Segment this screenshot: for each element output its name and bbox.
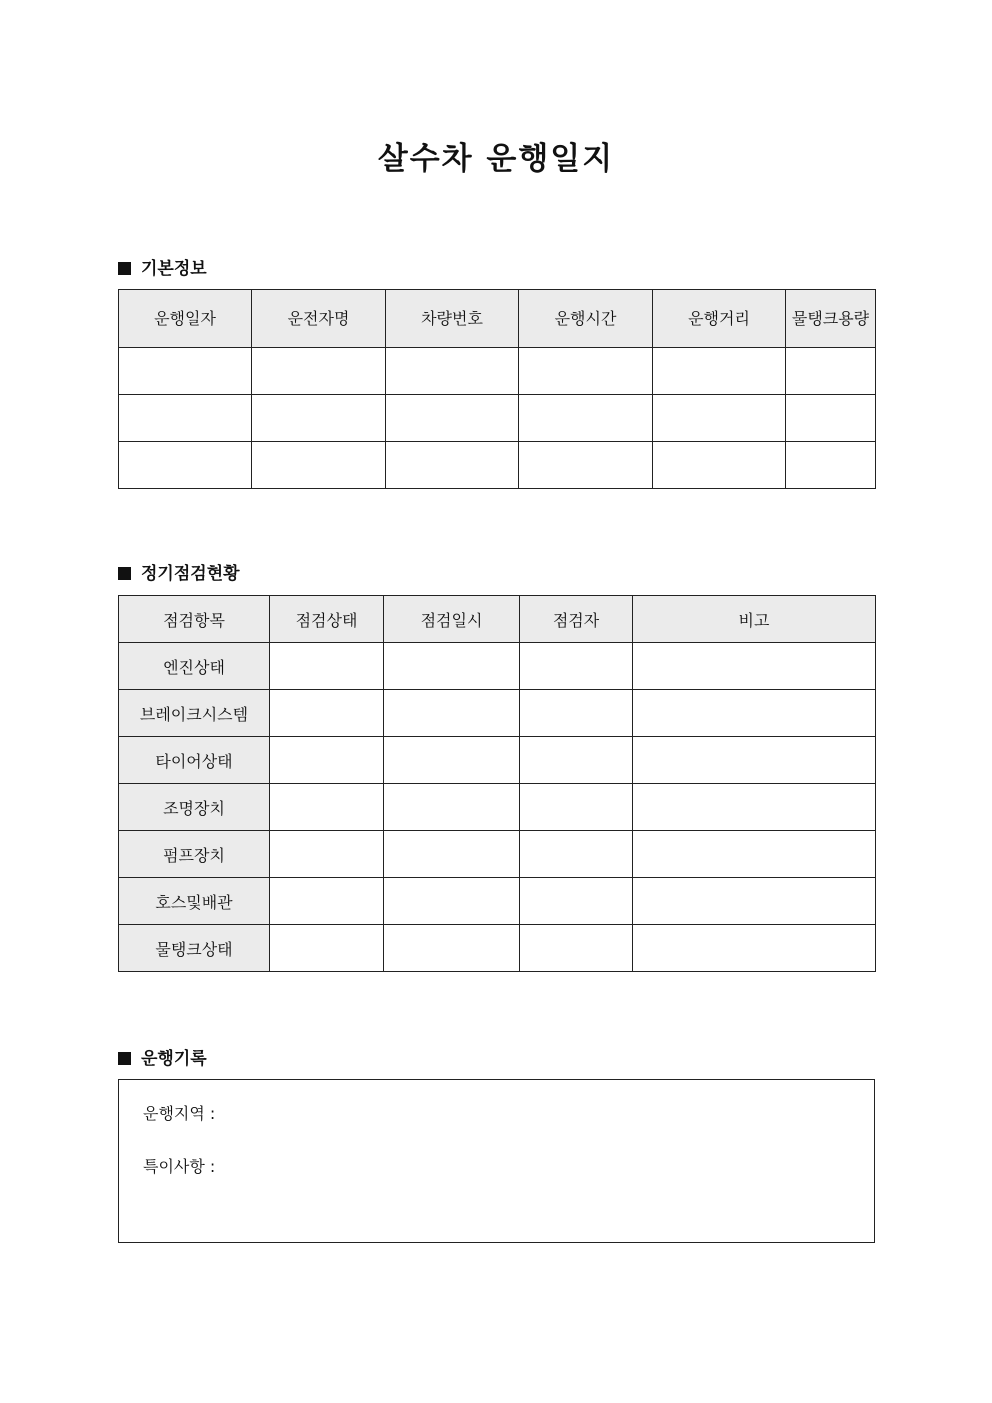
table-cell[interactable] [270,784,384,831]
header-remarks: 비고 [633,596,876,643]
table-cell[interactable] [386,395,519,442]
page-title: 살수차 운행일지 [377,141,615,177]
square-bullet-icon [118,262,131,275]
table-cell[interactable] [384,690,520,737]
table-cell[interactable] [119,348,252,395]
table-row [119,878,876,925]
table-header-row [119,596,876,643]
table-row [119,690,876,737]
header-inspector: 점검자 [520,596,633,643]
table-cell[interactable] [386,442,519,489]
table-cell[interactable] [519,348,653,395]
section-heading-record-label: 운행기록 [141,1049,207,1069]
table-cell[interactable] [633,878,876,925]
table-row [119,643,876,690]
table-cell[interactable] [653,442,786,489]
inspection-table [118,595,876,972]
table-row [119,348,876,395]
table-cell[interactable] [520,690,633,737]
table-cell[interactable] [252,442,386,489]
table-cell[interactable] [520,737,633,784]
table-cell[interactable] [633,737,876,784]
table-cell[interactable] [786,348,876,395]
inspection-item-label: 브레이크시스템 [119,690,270,737]
inspection-item-label: 타이어상태 [119,737,270,784]
table-row [119,737,876,784]
table-row [119,925,876,972]
drive-record-box[interactable] [118,1079,875,1243]
table-cell[interactable] [520,878,633,925]
square-bullet-icon [118,1052,131,1065]
section-heading-basic-label: 기본정보 [141,259,207,279]
table-cell[interactable] [633,690,876,737]
header-driver-name: 운전자명 [252,290,386,348]
table-cell[interactable] [520,643,633,690]
header-tank-capacity: 물탱크용량 [786,290,876,348]
table-cell[interactable] [786,442,876,489]
table-cell[interactable] [270,690,384,737]
table-cell[interactable] [252,395,386,442]
table-cell[interactable] [520,831,633,878]
table-cell[interactable] [520,784,633,831]
table-cell[interactable] [384,925,520,972]
header-inspection-datetime: 점검일시 [384,596,520,643]
table-cell[interactable] [633,831,876,878]
table-cell[interactable] [386,348,519,395]
header-drive-time: 운행시간 [519,290,653,348]
square-bullet-icon [118,567,131,580]
inspection-item-label: 물탱크상태 [119,925,270,972]
table-row [119,442,876,489]
header-drive-distance: 운행거리 [653,290,786,348]
table-cell[interactable] [252,348,386,395]
table-cell[interactable] [786,395,876,442]
header-drive-date: 운행일자 [119,290,252,348]
inspection-item-label: 펌프장치 [119,831,270,878]
table-cell[interactable] [384,737,520,784]
table-cell[interactable] [270,643,384,690]
table-cell[interactable] [270,737,384,784]
section-heading-basic [118,254,207,279]
table-cell[interactable] [520,925,633,972]
table-cell[interactable] [633,643,876,690]
inspection-item-label: 호스및배관 [119,878,270,925]
table-row [119,784,876,831]
basic-info-table [118,289,876,489]
table-cell[interactable] [633,784,876,831]
table-cell[interactable] [270,878,384,925]
table-cell[interactable] [633,925,876,972]
section-heading-inspection-label: 정기점검현황 [141,564,240,584]
section-heading-record [118,1044,207,1069]
drive-area-label: 운행지역 : [143,1104,216,1123]
table-cell[interactable] [270,925,384,972]
table-cell[interactable] [270,831,384,878]
table-cell[interactable] [119,442,252,489]
table-cell[interactable] [653,348,786,395]
header-vehicle-number: 차량번호 [386,290,519,348]
inspection-item-label: 조명장치 [119,784,270,831]
inspection-item-label: 엔진상태 [119,643,270,690]
table-cell[interactable] [384,784,520,831]
table-header-row [119,290,876,348]
table-cell[interactable] [519,395,653,442]
table-cell[interactable] [384,831,520,878]
table-cell[interactable] [653,395,786,442]
table-cell[interactable] [384,878,520,925]
table-row [119,831,876,878]
section-heading-inspection [118,559,240,584]
table-cell[interactable] [519,442,653,489]
table-row [119,395,876,442]
header-inspection-status: 점검상태 [270,596,384,643]
header-inspection-item: 점검항목 [119,596,270,643]
table-cell[interactable] [384,643,520,690]
special-notes-label: 특이사항 : [143,1157,216,1176]
table-cell[interactable] [119,395,252,442]
